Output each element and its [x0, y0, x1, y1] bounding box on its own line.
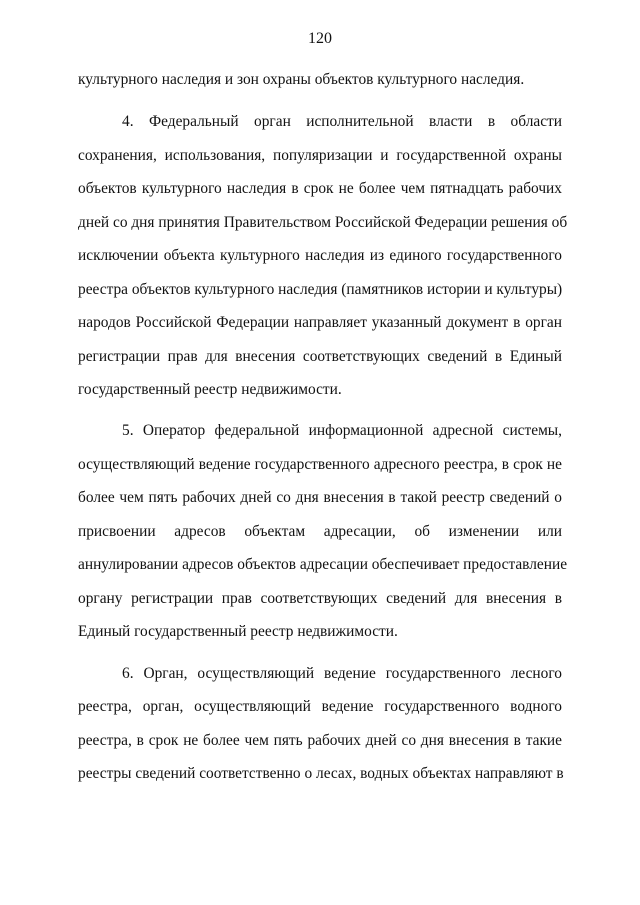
text-line: Единый государственный реестр недвижимости.	[78, 623, 398, 640]
text-line: реестра, в срок не более чем пять рабочих дней со дня внесения в такие	[78, 732, 562, 749]
text-line: более чем пять рабочих дней со дня внесения в такой реестр сведений о	[78, 489, 562, 506]
text-line: органу регистрации прав соответствующих сведений для внесения в	[78, 590, 562, 607]
text-line: регистрации прав для внесения соответствующих сведений в Единый	[78, 348, 562, 365]
text-line: дней со дня принятия Правительством Российской Федерации решения об	[78, 214, 568, 231]
text-line: культурного наследия и зон охраны объектов культурного наследия.	[78, 71, 525, 88]
text-line: осуществляющий ведение государственного адресного реестра, в срок не	[78, 456, 562, 473]
text-line: реестра, орган, осуществляющий ведение государственного водного	[78, 698, 562, 715]
text-line: 5. Оператор федеральной информационной адресной системы,	[122, 422, 562, 439]
text-line: реестра объектов культурного наследия (памятников истории и культуры)	[78, 281, 563, 298]
text-line: государственный реестр недвижимости.	[78, 381, 342, 398]
text-line: 4. Федеральный орган исполнительной власти в области	[122, 113, 562, 130]
text-line: присвоении адресов объектам адресации, об изменении или	[78, 523, 562, 540]
text-line: 6. Орган, осуществляющий ведение государственного лесного	[122, 665, 562, 682]
page-number: 120	[308, 30, 332, 47]
text-line: народов Российской Федерации направляет указанный документ в орган	[78, 314, 562, 331]
text-line: реестры сведений соответственно о лесах, водных объектах направляют в	[78, 765, 564, 782]
text-line: аннулировании адресов объектов адресации обеспечивает предоставление	[78, 556, 568, 573]
text-line: сохранения, использования, популяризации и государственной охраны	[78, 147, 562, 164]
text-line: объектов культурного наследия в срок не более чем пятнадцать рабочих	[78, 180, 562, 197]
text-line: исключении объекта культурного наследия из единого государственного	[78, 247, 562, 264]
